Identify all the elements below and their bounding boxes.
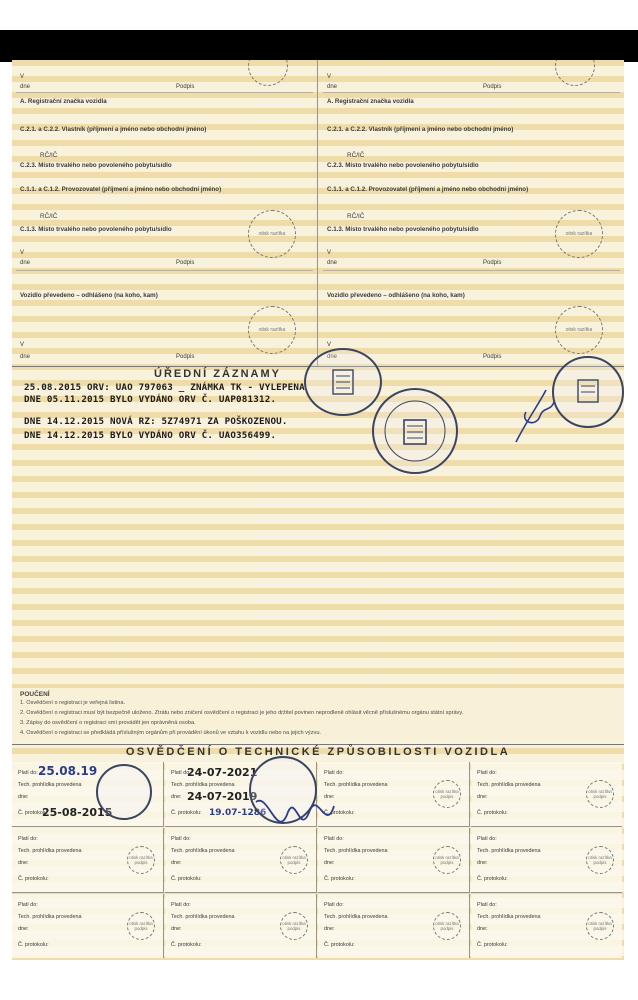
transfer-field: Vozidlo převedeno – odhlášeno (na koho, kam) bbox=[327, 292, 465, 299]
id-number-field: RČ/IČ bbox=[40, 213, 58, 220]
record-line: 25.08.2015 ORV: UAO 797063 _ ZNÁMKA TK - VYLEPENA bbox=[24, 382, 305, 393]
owner-field: C.2.1. a C.2.2. Vlastník (příjmení a jméno nebo obchodní jméno) bbox=[20, 126, 207, 133]
valid-until-label: Platí do: bbox=[171, 770, 191, 776]
valid-until-label: Platí do: bbox=[18, 902, 38, 908]
valid-until-label: Platí do: bbox=[324, 770, 344, 776]
record-column-left bbox=[12, 60, 318, 366]
inspection-done-label: Tech. prohlídka provedena bbox=[477, 782, 541, 788]
owner-field: C.2.1. a C.2.2. Vlastník (příjmení a jméno nebo obchodní jméno) bbox=[327, 126, 514, 133]
stamp-placeholder: otisk razítka podpis bbox=[433, 846, 461, 874]
record-column-right bbox=[319, 60, 624, 366]
valid-until-label: Platí do: bbox=[477, 902, 497, 908]
stamp-placeholder bbox=[555, 60, 595, 86]
valid-until-label: Platí do: bbox=[171, 836, 191, 842]
stamp-placeholder: otisk razítka podpis bbox=[586, 912, 614, 940]
inspection-cell bbox=[12, 894, 164, 958]
inspection-cell bbox=[318, 894, 470, 958]
section-divider bbox=[12, 744, 624, 745]
record-line: DNE 14.12.2015 NOVÁ RZ: 5Z74971 ZA POŠKOZENOU. bbox=[24, 416, 288, 427]
inspection-date-label: dne: bbox=[477, 926, 488, 932]
inspector-signature bbox=[248, 782, 338, 852]
divider bbox=[323, 92, 620, 93]
inspection-date-label: dne: bbox=[324, 926, 335, 932]
protocol-label: Č. protokolu: bbox=[18, 876, 49, 882]
notice-item: 1. Osvědčení o registraci je veřejná listina. bbox=[20, 700, 126, 706]
owner-residence-field: C.2.3. Místo trvalého nebo povoleného pobytu/sídlo bbox=[327, 162, 479, 169]
inspection-station-stamp bbox=[96, 764, 152, 820]
operator-residence-field: C.1.3. Místo trvalého nebo povoleného pobytu/sídlo bbox=[20, 226, 172, 233]
date-label: dne bbox=[20, 354, 31, 360]
inspection-date-label: dne: bbox=[324, 860, 335, 866]
protocol-label: Č. protokolu: bbox=[171, 876, 202, 882]
place-label: V bbox=[20, 74, 25, 80]
transfer-field: Vozidlo převedeno – odhlášeno (na koho, kam) bbox=[20, 292, 158, 299]
stamp-placeholder: otisk razítka podpis bbox=[586, 846, 614, 874]
inspection-date-label: dne: bbox=[171, 926, 182, 932]
stamp-placeholder: otisk razítka bbox=[248, 306, 296, 354]
stamp-placeholder: otisk razítka bbox=[248, 210, 296, 258]
protocol-label: Č. protokolu: bbox=[171, 942, 202, 948]
protocol-label: Č. protokolu: bbox=[477, 942, 508, 948]
inspection-cell bbox=[318, 828, 470, 893]
inspection-cell bbox=[318, 762, 470, 827]
inspection-cell bbox=[12, 828, 164, 893]
protocol-label: Č. protokolu: bbox=[477, 876, 508, 882]
notice-title: POUČENÍ bbox=[20, 691, 50, 698]
valid-until-label: Platí do: bbox=[477, 770, 497, 776]
signature-label: Podpis bbox=[176, 354, 195, 360]
valid-until-label: Platí do: bbox=[324, 836, 344, 842]
inspection-cell bbox=[12, 762, 164, 827]
signature-scribble bbox=[510, 382, 560, 452]
inspection-done-label: Tech. prohlídka provedena bbox=[18, 782, 82, 788]
stamp-placeholder bbox=[248, 60, 288, 86]
inspection-cell bbox=[165, 894, 317, 958]
inspection-done-label: Tech. prohlídka provedena bbox=[171, 782, 235, 788]
inspection-date-label: dne: bbox=[171, 794, 182, 800]
municipal-stamp bbox=[304, 348, 382, 416]
protocol-label: Č. protokolu: bbox=[171, 810, 202, 816]
stamped-inspection-date: 24-07-2019 bbox=[187, 790, 258, 803]
valid-until-label: Platí do: bbox=[324, 902, 344, 908]
official-records-title: ÚŘEDNÍ ZÁZNAMY bbox=[154, 368, 281, 380]
operator-residence-field: C.1.3. Místo trvalého nebo povoleného pobytu/sídlo bbox=[327, 226, 479, 233]
operator-field: C.1.1. a C.1.2. Provozovatel (příjmení a jméno nebo obchodní jméno) bbox=[20, 186, 222, 193]
registration-document-page bbox=[12, 60, 624, 960]
valid-until-label: Platí do: bbox=[171, 902, 191, 908]
protocol-label: Č. protokolu: bbox=[18, 810, 49, 816]
inspection-done-label: Tech. prohlídka provedena bbox=[171, 914, 235, 920]
coat-of-arms-icon bbox=[306, 350, 380, 414]
place-label: V bbox=[327, 250, 332, 256]
inspection-done-label: Tech. prohlídka provedena bbox=[18, 914, 82, 920]
place-label: V bbox=[327, 74, 332, 80]
record-line: DNE 14.12.2015 BYLO VYDÁNO ORV Č. UAO356499. bbox=[24, 430, 277, 441]
place-label: V bbox=[20, 342, 25, 348]
inspection-done-label: Tech. prohlídka provedena bbox=[477, 914, 541, 920]
inspection-cell bbox=[471, 828, 622, 893]
stamp-placeholder: otisk razítka bbox=[555, 210, 603, 258]
date-label: dne bbox=[20, 260, 31, 266]
date-label: dne bbox=[327, 260, 338, 266]
stamp-placeholder: otisk razítka podpis bbox=[280, 846, 308, 874]
place-label: V bbox=[327, 342, 332, 348]
signature-label: Podpis bbox=[483, 354, 502, 360]
handwritten-valid-date: 25.08.19 bbox=[38, 764, 98, 778]
notice-item: 3. Zápisy do osvědčení o registraci smí provádět jen oprávněná osoba. bbox=[20, 720, 196, 726]
notice-item: 2. Osvědčení o registraci musí být bezpečně uloženo. Ztrátu nebo zničení osvědčení o registraci je jeho držitel povinen neprodleně ohlásit věcně příslušnému orgánu státní správy. bbox=[20, 710, 464, 716]
valid-until-label: Platí do: bbox=[18, 770, 38, 776]
stamp-placeholder: otisk razítka bbox=[555, 306, 603, 354]
inspection-done-label: Tech. prohlídka provedena bbox=[18, 848, 82, 854]
protocol-label: Č. protokolu: bbox=[324, 876, 355, 882]
operator-field: C.1.1. a C.1.2. Provozovatel (příjmení a jméno nebo obchodní jméno) bbox=[327, 186, 529, 193]
id-number-field: RČ/IČ bbox=[347, 152, 365, 159]
date-label: dne bbox=[327, 354, 338, 360]
inspection-title: OSVĚDČENÍ O TECHNICKÉ ZPŮSOBILOSTI VOZIDLA bbox=[125, 746, 511, 758]
signature-label: Podpis bbox=[176, 260, 195, 266]
municipal-stamp bbox=[372, 388, 458, 474]
record-line: DNE 05.11.2015 BYLO VYDÁNO ORV Č. UAP081312. bbox=[24, 394, 277, 405]
stamp-placeholder: otisk razítka podpis bbox=[433, 912, 461, 940]
inspection-date-label: dne: bbox=[324, 794, 335, 800]
owner-residence-field: C.2.3. Místo trvalého nebo povoleného pobytu/sídlo bbox=[20, 162, 172, 169]
inspection-cell bbox=[471, 894, 622, 958]
stamp-placeholder: otisk razítka podpis bbox=[433, 780, 461, 808]
stamped-inspection-date: 25-08-2015 bbox=[42, 806, 113, 819]
protocol-label: Č. protokolu: bbox=[18, 942, 49, 948]
inspection-done-label: Tech. prohlídka provedena bbox=[324, 914, 388, 920]
inspection-cell bbox=[471, 762, 622, 827]
divider bbox=[16, 270, 313, 271]
protocol-label: Č. protokolu: bbox=[477, 810, 508, 816]
coat-of-arms-icon bbox=[554, 358, 622, 426]
coat-of-arms-icon bbox=[374, 390, 456, 472]
inspection-done-label: Tech. prohlídka provedena bbox=[324, 848, 388, 854]
stamp-placeholder: otisk razítka podpis bbox=[127, 846, 155, 874]
place-label: V bbox=[20, 250, 25, 256]
stamp-placeholder: otisk razítka podpis bbox=[280, 912, 308, 940]
signature-label: Podpis bbox=[483, 260, 502, 266]
divider bbox=[323, 270, 620, 271]
inspection-done-label: Tech. prohlídka provedena bbox=[477, 848, 541, 854]
inspection-done-label: Tech. prohlídka provedena bbox=[171, 848, 235, 854]
inspection-date-label: dne: bbox=[477, 794, 488, 800]
valid-until-label: Platí do: bbox=[18, 836, 38, 842]
signature-label: Podpis bbox=[176, 84, 195, 90]
id-number-field: RČ/IČ bbox=[347, 213, 365, 220]
date-label: dne bbox=[327, 84, 338, 90]
black-header-bar bbox=[0, 30, 638, 62]
handwritten-protocol-number: 19.07-1286 bbox=[209, 808, 267, 818]
reg-plate-field: A. Registrační značka vozidla bbox=[327, 98, 414, 105]
municipal-stamp bbox=[552, 356, 624, 428]
inspection-date-label: dne: bbox=[18, 794, 29, 800]
protocol-label: Č. protokolu: bbox=[324, 810, 355, 816]
signature-label: Podpis bbox=[483, 84, 502, 90]
inspection-date-label: dne: bbox=[171, 860, 182, 866]
protocol-label: Č. protokolu: bbox=[324, 942, 355, 948]
inspection-date-label: dne: bbox=[18, 926, 29, 932]
reg-plate-field: A. Registrační značka vozidla bbox=[20, 98, 107, 105]
valid-until-label: Platí do: bbox=[477, 836, 497, 842]
divider bbox=[16, 92, 313, 93]
stamp-placeholder: otisk razítka podpis bbox=[586, 780, 614, 808]
stamped-valid-date: 24-07-2021 bbox=[187, 766, 258, 779]
date-label: dne bbox=[20, 84, 31, 90]
inspection-date-label: dne: bbox=[477, 860, 488, 866]
inspection-done-label: Tech. prohlídka provedena bbox=[324, 782, 388, 788]
stamp-placeholder: otisk razítka podpis bbox=[127, 912, 155, 940]
inspection-date-label: dne: bbox=[18, 860, 29, 866]
id-number-field: RČ/IČ bbox=[40, 152, 58, 159]
notice-item: 4. Osvědčení o registraci se předkládá příslušným orgánům při provádění úkonů ve vztahu k vozidlu nebo na jejich výzvu. bbox=[20, 730, 321, 736]
